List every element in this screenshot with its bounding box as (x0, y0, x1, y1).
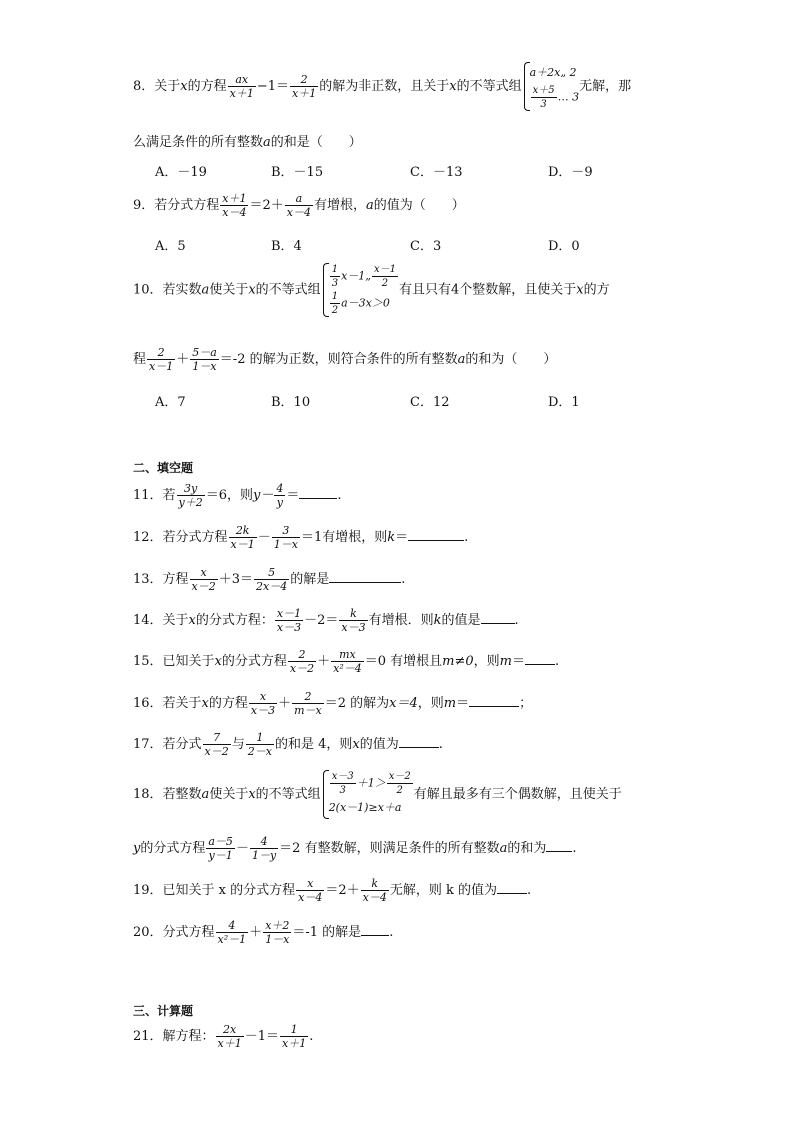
q20-fraction-1: $\frac{4}{\text{x²－1}}$ (217, 919, 247, 946)
q12-text: － (257, 530, 271, 545)
q12-var-k: k (387, 530, 396, 545)
q10-inequality-system: $\frac{1}{3}$ x－1„ $\frac{x-1}{2}$ $\frac{1}{2}$ a－3x＞0 (321, 263, 399, 317)
q17-fraction-2: $\frac{1}{2-x}$ (247, 731, 272, 758)
q14-text: . (514, 613, 519, 628)
q8-option-a[interactable]: A．－19 (155, 165, 207, 180)
q9-options (155, 235, 715, 254)
q9-option-c[interactable]: C．3 (410, 239, 442, 254)
q13-answer-blank[interactable] (329, 570, 401, 583)
q12-label: 12．若分式方程 (133, 530, 228, 545)
q8-option-b[interactable]: B．－15 (271, 165, 324, 180)
q14-answer-blank[interactable] (481, 611, 515, 624)
q14-text: 的值是 (441, 613, 481, 628)
q10-options (155, 391, 715, 410)
q16-text: ，则 (417, 696, 444, 711)
q8-fraction-1: $\frac{ax}{x+1}$ (229, 73, 254, 100)
q17-fraction-1: $\frac{7}{x-2}$ (204, 731, 229, 758)
q9-text: 的值为（ ） (373, 198, 465, 213)
q10-text: 的不等式组 (255, 282, 321, 298)
q16-var-x: x (201, 696, 209, 711)
q11-answer-blank[interactable] (299, 486, 337, 499)
q8-options (155, 161, 715, 180)
q21-fraction-1: $\frac{2x}{x+1}$ (217, 1023, 242, 1050)
q8-text: 的解为非正数，且关于 (319, 79, 450, 94)
q12-fraction-2: $\frac{3}{1-x}$ (273, 524, 298, 551)
q9-option-a[interactable]: A．5 (155, 239, 186, 254)
question-9 (133, 192, 465, 219)
q18-answer-blank[interactable] (546, 839, 572, 852)
q10-option-c[interactable]: C．12 (410, 395, 450, 410)
q15-text: ＝0 有增根且 (364, 654, 443, 669)
q10-option-b[interactable]: B．10 (271, 395, 311, 410)
q13-text: 的解是 (290, 572, 330, 587)
q9-text: 有增根， (313, 198, 366, 213)
q12-answer-blank[interactable] (408, 528, 464, 541)
q14-label: 14．关于 (133, 613, 189, 628)
q16-fraction-1: $\frac{x}{x-3}$ (250, 690, 276, 717)
q15-text: ＋ (317, 654, 331, 669)
q15-text: 的分式方程 (221, 654, 287, 669)
q19-fraction-1: $\frac{x}{x-4}$ (298, 877, 323, 904)
q10-text: 的和为（ ） (465, 352, 557, 367)
q17-answer-blank[interactable] (399, 735, 439, 748)
q8-text: 的不等式组 (456, 79, 522, 94)
q9-fraction-2: $\frac{a}{x-4}$ (286, 192, 311, 219)
q12-text: ＝ (395, 530, 409, 545)
q9-option-d[interactable]: D．0 (548, 239, 580, 254)
q13-text: . (401, 572, 406, 587)
q15-fraction-2: $\frac{mx}{\text{x²－4}}$ (333, 648, 362, 675)
q14-var-k: k (433, 613, 442, 628)
q19-text: 无解，则 k 的值为 (389, 883, 497, 898)
section-heading-calculation: 三、计算题 (133, 1004, 194, 1018)
q9-label: 9．若分式方程 (133, 198, 220, 213)
q21-text: －1＝ (244, 1029, 280, 1044)
question-11 (133, 482, 342, 509)
q18-text: 有解且最多有三个偶数解，且使关于 (413, 787, 622, 802)
q17-label: 17．若分式 (133, 737, 202, 752)
q8-text: 么满足条件的所有整数 (133, 135, 264, 150)
q16-text: ＝ (456, 696, 470, 711)
q15-var-x: x (214, 654, 222, 669)
q15-var-m: m (499, 654, 512, 669)
q8-text: 的和是（ ） (270, 135, 362, 150)
q8-text: 无解，那 (579, 79, 632, 94)
q10-var-a: a (457, 352, 466, 367)
q16-var-m: m (443, 696, 457, 711)
q19-answer-blank[interactable] (497, 881, 527, 894)
q15-text: . (555, 654, 560, 669)
q14-text: －2＝ (304, 613, 339, 628)
q18-text: ＝2 有整数解，则满足条件的所有整数 (279, 841, 500, 856)
q15-text: ，则 (473, 654, 500, 669)
q11-fraction-2: $\frac{4}{y}$ (276, 482, 284, 509)
q8-var-x: x (180, 79, 188, 94)
q18-inequality-system: $\frac{x-3}{3}$ ＋1＞ $\frac{x-2}{2}$ 2(x－1)≥x＋a (321, 770, 414, 819)
q9-text: ＝2＋ (249, 198, 284, 213)
q10-text: 有且只有4个整数解，且使关于 (398, 282, 577, 298)
question-13 (133, 566, 405, 593)
q16-text: ＝2 的解为 (324, 696, 390, 711)
q16-answer-blank[interactable] (469, 694, 519, 707)
q16-text: 的方程 (208, 696, 248, 711)
q18-var-x: x (248, 787, 256, 802)
q13-fraction-1: $\frac{x}{x-2}$ (191, 566, 216, 593)
q9-option-b[interactable]: B．4 (271, 239, 302, 254)
q10-var-x: x (248, 282, 256, 298)
q17-text: . (438, 737, 443, 752)
q8-inequality-system: a＋2x„ 2 $\frac{x+5}{3}$ … 3 (522, 62, 580, 111)
q17-var-x: x (352, 737, 360, 752)
q8-option-d[interactable]: D．－9 (548, 165, 593, 180)
question-20 (133, 919, 393, 946)
q20-fraction-2: $\frac{x+2}{1-x}$ (265, 919, 290, 946)
q19-label: 19．已知关于 x 的分式方程 (133, 883, 296, 898)
q20-text: . (389, 925, 394, 940)
q19-text: ＝2＋ (325, 883, 360, 898)
q18-text: 使关于 (209, 787, 249, 802)
q12-text: ＝1有增根，则 (300, 530, 388, 545)
q8-var-x: x (449, 79, 457, 94)
q18-text: － (235, 841, 249, 856)
q16-text: ＋ (278, 696, 292, 711)
q20-text: ＝-1 的解是 (292, 925, 362, 940)
q15-answer-blank[interactable] (525, 652, 555, 665)
q13-label: 13．方程 (133, 572, 189, 587)
q8-text: −1＝ (256, 79, 290, 94)
section-heading-fill-in: 二、填空题 (133, 461, 194, 475)
q11-text: ＝ (286, 488, 300, 503)
q20-text: ＋ (249, 925, 263, 940)
q15-text: ＝ (512, 654, 526, 669)
q11-fraction-1: $\frac{3y}{y+2}$ (178, 482, 203, 509)
question-18 (133, 770, 622, 819)
q10-text: 程 (133, 352, 147, 367)
q17-text: 的和是 4，则 (274, 737, 353, 752)
question-21 (133, 1023, 313, 1050)
q11-text: . (337, 488, 342, 503)
q17-text: 的值为 (359, 737, 399, 752)
q14-fraction-1: $\frac{x-1}{x-3}$ (276, 607, 302, 634)
q10-text: ＝-2 的解为正数，则符合条件的所有整数 (219, 352, 458, 367)
q21-text: . (309, 1029, 314, 1044)
q18-var-y: y (133, 841, 141, 856)
q21-label: 21．解方程： (133, 1029, 215, 1044)
question-12 (133, 524, 468, 551)
q20-label: 20．分式方程 (133, 925, 215, 940)
q10-var-a: a (201, 282, 210, 298)
q18-text: 的分式方程 (140, 841, 206, 856)
question-8-line2 (133, 131, 362, 150)
question-16 (133, 690, 532, 717)
q18-var-a: a (499, 841, 508, 856)
q10-text: 的方 (583, 282, 610, 298)
q20-answer-blank[interactable] (361, 923, 389, 936)
question-15 (133, 648, 559, 675)
question-18-line2 (133, 835, 577, 862)
q18-fraction-2: $\frac{4}{1-y}$ (251, 835, 277, 862)
question-14 (133, 607, 519, 634)
question-10-line2 (133, 346, 556, 373)
q8-fraction-2: $\frac{2}{x+1}$ (292, 73, 317, 100)
q18-text: 的不等式组 (255, 787, 321, 802)
q10-text: 使关于 (209, 282, 249, 298)
q10-text: ＋ (176, 352, 190, 367)
q8-label: 8．关于 (133, 79, 181, 94)
q10-option-a[interactable]: A．7 (155, 395, 186, 410)
q11-label: 11．若 (133, 488, 176, 503)
q8-option-c[interactable]: C．－13 (410, 165, 463, 180)
q10-fraction-1: $\frac{2}{x-1}$ (149, 346, 174, 373)
q15-fraction-1: $\frac{2}{x-2}$ (289, 648, 315, 675)
q8-text: 的方程 (187, 79, 227, 94)
q14-text: 有增根．则 (368, 613, 434, 628)
q14-fraction-2: $\frac{k}{x-3}$ (341, 607, 366, 634)
q13-text: ＋3＝ (218, 572, 254, 587)
q11-text: y－ (253, 488, 274, 503)
q10-fraction-2: $\frac{5-a}{1-x}$ (192, 346, 217, 373)
q12-fraction-1: $\frac{2k}{x-1}$ (230, 524, 255, 551)
q17-text: 与 (231, 737, 245, 752)
q14-var-x: x (188, 613, 196, 628)
q15-condition: m≠0 (442, 654, 474, 669)
q12-text: . (464, 530, 469, 545)
q18-text: 的和为 (507, 841, 547, 856)
q10-label: 10．若实数 (133, 282, 202, 298)
q15-label: 15．已知关于 (133, 654, 215, 669)
q19-text: . (526, 883, 532, 898)
q21-fraction-2: $\frac{1}{x+1}$ (282, 1023, 307, 1050)
q9-var-a: a (365, 198, 374, 213)
q11-text: ＝6，则 (205, 488, 254, 503)
q10-option-d[interactable]: D．1 (548, 395, 580, 410)
q9-fraction-1: $\frac{x+1}{x-4}$ (222, 192, 247, 219)
q16-label: 16．若关于 (133, 696, 202, 711)
q16-fraction-2: $\frac{2}{m-x}$ (294, 690, 322, 717)
question-10 (133, 263, 610, 317)
q16-solution: x＝4 (389, 696, 418, 711)
question-8 (133, 62, 631, 111)
q10-var-x: x (576, 282, 584, 298)
q8-var-a: a (263, 135, 271, 150)
question-19 (133, 877, 531, 904)
q16-text: ； (519, 696, 533, 711)
q18-var-a: a (201, 787, 210, 802)
q18-label: 18．若整数 (133, 787, 202, 802)
question-17 (133, 731, 443, 758)
q14-text: 的分式方程： (195, 613, 274, 628)
q19-fraction-2: $\frac{k}{x-4}$ (362, 877, 387, 904)
q18-text: . (572, 841, 577, 856)
q13-fraction-2: $\frac{5}{2x-4}$ (256, 566, 288, 593)
q18-fraction-1: $\frac{a-5}{y-1}$ (208, 835, 233, 862)
